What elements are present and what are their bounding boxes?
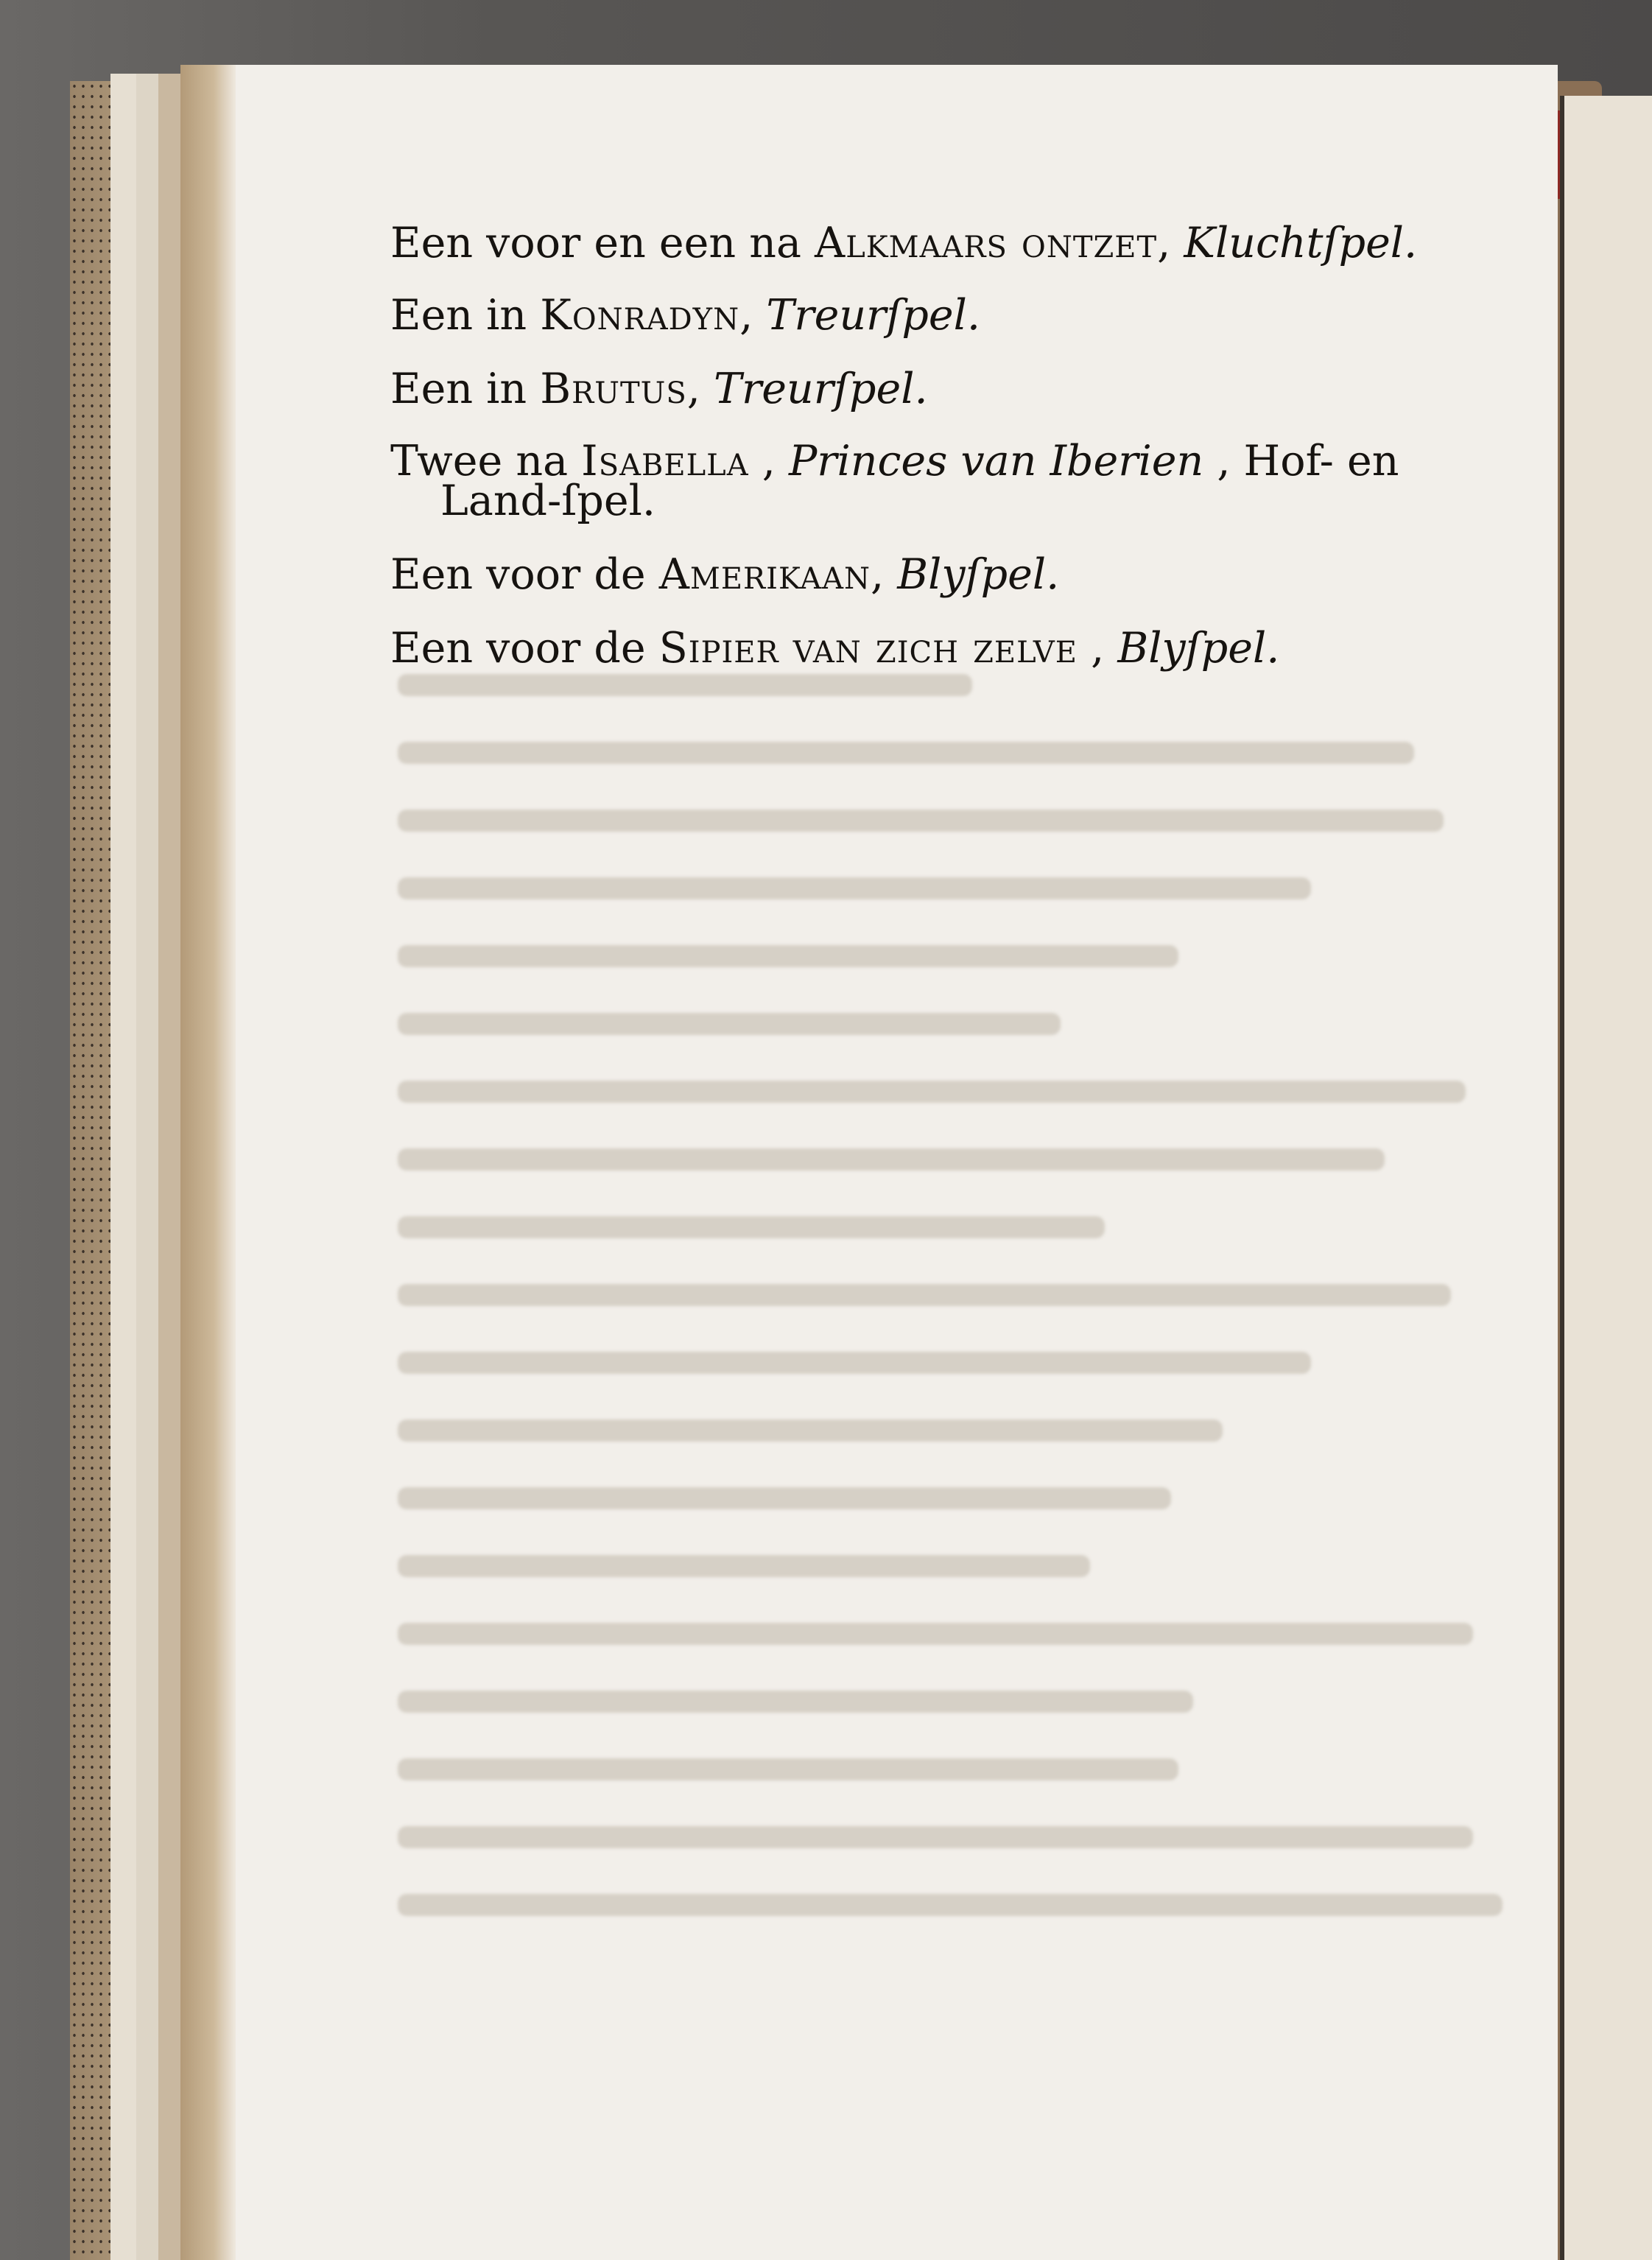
entry-isabella-continuation [390,479,1539,523]
entry-alkmaars-ontzet [390,221,1539,265]
entry-sipier [390,624,1539,673]
entry-text: Land-ſpel. [440,477,655,525]
facing-page [1560,96,1652,2260]
play-genre: Kluchtſpel. [1184,219,1418,267]
entry-text: Een voor de [390,550,659,599]
play-title: Sipier van zich zelve [658,624,1078,673]
entry-brutus [390,367,1539,411]
entry-punct: , [1157,219,1184,267]
play-title: Alkmaars ontzet [815,219,1158,267]
play-title: Amerikaan [658,550,871,599]
play-genre: Treurſpel. [766,291,980,340]
entry-text: Een voor de [390,624,659,673]
entry-text: Een voor en een na [390,219,815,267]
play-genre: Princes van Iberien [788,437,1204,485]
entry-text: Een in [390,291,541,340]
entry-amerikaan [390,552,1539,597]
entry-text: , Hof- en [1203,437,1399,485]
play-title: Isabella [581,437,749,485]
entry-konradyn [390,291,1539,340]
play-genre: Treurſpel. [714,365,928,413]
entry-punct: , [871,550,898,599]
play-title: Konradyn [540,291,740,340]
play-genre: Blyſpel. [897,550,1060,599]
entry-punct: , [1078,624,1118,673]
entry-punct: , [748,437,789,485]
entry-text: Een in [390,365,541,413]
play-genre: Blyſpel. [1117,624,1280,673]
page-gutter-edge [180,65,236,2260]
entry-punct: , [686,365,714,413]
entry-text: Twee na [390,437,582,485]
play-title: Brutus [540,365,687,413]
bleed-through-text [398,648,1547,1936]
entry-punct: , [739,291,767,340]
text-block [390,219,1539,673]
